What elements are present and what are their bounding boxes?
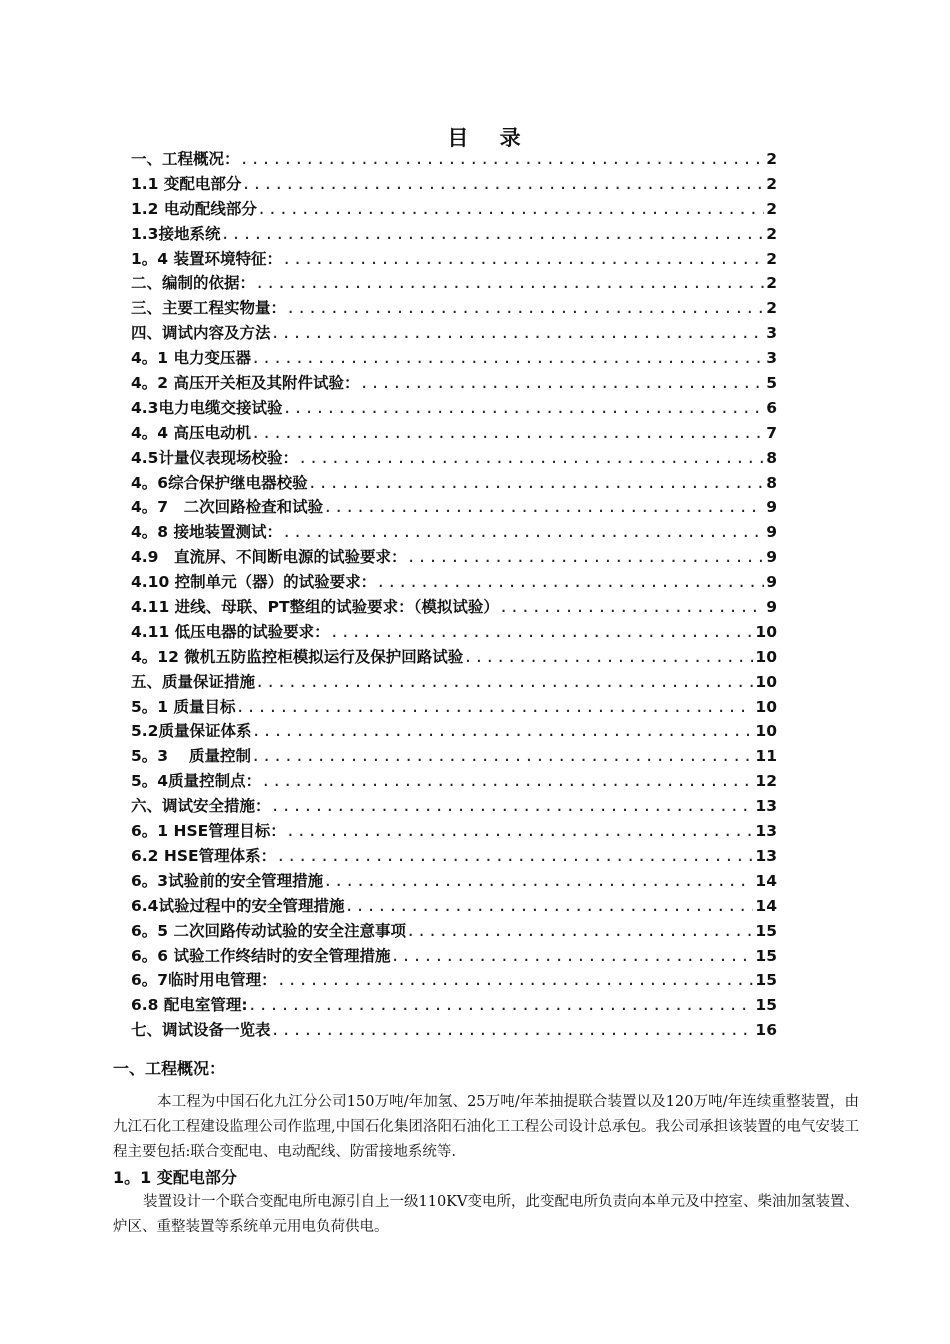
toc-leader-dots [323, 495, 764, 520]
toc-leader-dots [376, 570, 764, 595]
toc-entry[interactable] [131, 321, 777, 346]
toc-entry-page: 7 [766, 423, 777, 442]
toc-entry-title: 6.8 配电室管理: [131, 996, 248, 1015]
toc-entry[interactable] [131, 1018, 777, 1043]
toc-entry[interactable] [131, 147, 777, 172]
toc-entry-title: 4.11 低压电器的试验要求： [131, 622, 330, 641]
toc-leader-dots [271, 794, 754, 819]
toc-entry-title: 6。5 二次回路传动试验的安全注意事项 [131, 921, 406, 940]
toc-entry-title: 6。1 HSE管理目标： [131, 822, 286, 841]
toc-leader-dots [235, 695, 753, 720]
toc-leader-dots [282, 520, 764, 545]
toc-entry[interactable] [131, 645, 777, 670]
toc-entry-title: 一、工程概况： [131, 150, 240, 168]
toc-entry-title: 6。7临时用电管理： [131, 971, 277, 990]
toc-leader-dots [255, 670, 753, 695]
toc-entry[interactable] [131, 819, 777, 844]
toc-entry-page: 10 [755, 647, 777, 666]
toc-entry[interactable] [131, 595, 777, 620]
toc-entry-title: 1.2 电动配线部分 [131, 199, 257, 218]
toc-entry-title: 5。3 质量控制 [131, 747, 251, 766]
toc-entry[interactable] [131, 794, 777, 819]
toc-leader-dots [298, 446, 764, 471]
toc-entry-page: 2 [766, 299, 777, 318]
toc-leader-dots [499, 595, 764, 620]
toc-entry[interactable] [131, 296, 777, 321]
toc-entry-title: 4。8 接地装置测试： [131, 523, 282, 542]
toc-entry-title: 4。1 电力变压器 [131, 349, 251, 368]
toc-leader-dots [406, 919, 753, 944]
toc-leader-dots [276, 844, 753, 869]
toc-entry-page: 5 [766, 374, 777, 393]
toc-entry-title: 二、编制的依据： [131, 274, 256, 293]
toc-entry-page: 2 [766, 249, 777, 268]
toc-entry-title: 6.2 HSE管理体系： [131, 846, 277, 865]
toc-entry[interactable] [131, 545, 777, 570]
toc-entry-page: 16 [755, 1021, 777, 1040]
toc-entry[interactable] [131, 968, 777, 993]
toc-entry-page: 9 [766, 573, 777, 592]
toc-entry[interactable] [131, 346, 777, 371]
toc-entry-page: 3 [766, 349, 777, 368]
toc-leader-dots [463, 645, 753, 670]
toc-leader-dots [330, 620, 754, 645]
toc-leader-dots [282, 396, 764, 421]
toc-entry-title: 4。12 微机五防监控柜模拟运行及保护回路试验 [131, 647, 464, 666]
toc-entry-page: 11 [755, 747, 777, 766]
toc-entry[interactable] [131, 620, 777, 645]
toc-entry[interactable] [131, 446, 777, 471]
toc-leader-dots [286, 296, 764, 321]
toc-entry-page: 2 [766, 224, 777, 243]
toc-entry[interactable] [131, 919, 777, 944]
toc-entry-title: 4.3电力电缆交接试验 [131, 398, 283, 417]
toc-entry-title: 5.2质量保证体系 [131, 722, 252, 741]
toc-entry-page: 14 [755, 896, 777, 915]
toc-entry-title: 4。6综合保护继电器校验 [131, 473, 308, 492]
toc-entry[interactable] [131, 894, 777, 919]
toc-entry-title: 4.9 直流屏、不间断电源的试验要求： [131, 548, 407, 567]
toc-entry[interactable] [131, 744, 777, 769]
toc-entry[interactable] [131, 520, 777, 545]
table-of-contents [131, 147, 777, 1043]
toc-leader-dots [251, 346, 764, 371]
toc-entry[interactable] [131, 769, 777, 794]
toc-entry-title: 6。6 试验工作终结时的安全管理措施 [131, 946, 391, 965]
toc-entry-title: 5。4质量控制点： [131, 772, 262, 791]
toc-entry-title: 5。1 质量目标 [131, 697, 236, 716]
toc-leader-dots [359, 371, 764, 396]
toc-entry-title: 6.4试验过程中的安全管理措施 [131, 896, 345, 915]
toc-entry-page: 6 [766, 398, 777, 417]
toc-leader-dots [406, 545, 764, 570]
toc-entry-title: 七、调试设备一览表 [131, 1021, 271, 1040]
toc-entry[interactable] [131, 844, 777, 869]
toc-entry-page: 8 [766, 473, 777, 492]
toc-entry-page: 8 [766, 448, 777, 467]
toc-leader-dots [220, 222, 764, 247]
toc-entry-page: 9 [766, 498, 777, 517]
toc-entry[interactable] [131, 570, 777, 595]
toc-entry-page: 13 [755, 797, 777, 816]
toc-entry-page: 15 [755, 971, 777, 990]
toc-entry[interactable] [131, 172, 777, 197]
toc-entry-title: 六、调试安全措施： [131, 797, 271, 816]
toc-entry-page: 10 [755, 722, 777, 741]
toc-title: 目 录 [447, 126, 533, 150]
toc-leader-dots [257, 197, 764, 222]
toc-entry-title: 4。2 高压开关柜及其附件试验： [131, 374, 360, 393]
toc-leader-dots [261, 769, 753, 794]
toc-entry-title: 五、质量保证措施 [131, 672, 256, 691]
toc-leader-dots [390, 944, 753, 969]
toc-entry[interactable] [131, 371, 777, 396]
toc-leader-dots [286, 819, 754, 844]
toc-entry-page: 2 [766, 174, 777, 193]
toc-leader-dots [251, 719, 753, 744]
section-heading: 一、工程概况： [113, 1059, 226, 1078]
toc-entry-page: 2 [766, 199, 777, 218]
toc-entry-page: 2 [766, 150, 777, 168]
toc-entry-title: 1.3接地系统 [131, 224, 221, 243]
toc-leader-dots [277, 968, 754, 993]
toc-entry[interactable] [131, 670, 777, 695]
toc-entry[interactable] [131, 271, 777, 296]
toc-leader-dots [241, 172, 764, 197]
toc-entry-page: 10 [755, 672, 777, 691]
toc-leader-dots [240, 147, 765, 172]
toc-entry[interactable] [131, 396, 777, 421]
toc-entry[interactable] [131, 869, 777, 894]
toc-entry[interactable] [131, 421, 777, 446]
toc-entry-page: 10 [755, 697, 777, 716]
toc-entry[interactable] [131, 471, 777, 496]
toc-entry-title: 四、调试内容及方法 [131, 324, 271, 343]
toc-entry-page: 15 [755, 921, 777, 940]
toc-entry-page: 14 [755, 871, 777, 890]
toc-entry-title: 三、主要工程实物量： [131, 299, 287, 318]
toc-entry-page: 12 [755, 772, 777, 791]
toc-leader-dots [271, 321, 765, 346]
toc-entry-title: 4。4 高压电动机 [131, 423, 251, 442]
toc-leader-dots [248, 993, 754, 1018]
toc-leader-dots [308, 471, 765, 496]
toc-entry-page: 9 [766, 598, 777, 617]
toc-leader-dots [251, 421, 764, 446]
toc-entry[interactable] [131, 993, 777, 1018]
toc-entry-page: 15 [755, 996, 777, 1015]
toc-entry[interactable] [131, 222, 777, 247]
toc-leader-dots [271, 1018, 754, 1043]
subsection-paragraph: 装置设计一个联合变配电所电源引自上一级110KV变电所，此变配电所负责向本单元及中控室、柴油加氢装置、炉区、重整装置等系统单元用电负荷供电。 [113, 1194, 859, 1235]
toc-entry-page: 9 [766, 523, 777, 542]
toc-leader-dots [282, 247, 764, 272]
subsection-heading: 1。1 变配电部分 [113, 1168, 237, 1187]
toc-entry-page: 13 [755, 846, 777, 865]
toc-entry-title: 4.5计量仪表现场校验： [131, 448, 298, 467]
toc-entry-title: 4.11 进线、母联、PT整组的试验要求：（模拟试验） [131, 598, 499, 617]
toc-entry-page: 2 [766, 274, 777, 293]
toc-entry[interactable] [131, 695, 777, 720]
toc-entry[interactable] [131, 719, 777, 744]
toc-entry[interactable] [131, 247, 777, 272]
toc-entry-title: 4.10 控制单元（器）的试验要求： [131, 573, 377, 592]
toc-entry-title: 6。3试验前的安全管理措施 [131, 871, 324, 890]
toc-entry-title: 1.1 变配电部分 [131, 174, 242, 193]
toc-entry[interactable] [131, 197, 777, 222]
toc-leader-dots [255, 271, 764, 296]
toc-leader-dots [344, 894, 753, 919]
toc-entry-page: 3 [766, 324, 777, 343]
section-paragraph: 本工程为中国石化九江分公司150万吨/年加氢、25万吨/年苯抽提联合装置以及120万吨/年连续重整装置，由九江石化工程建设监理公司作监理,中国石化集团洛阳石油化工工程公司设计总承包。我公司承担该装置的电气安装工程主要包括:联合变配电、电动配线、防雷接地系统等. [113, 1094, 859, 1160]
toc-entry-page: 9 [766, 548, 777, 567]
toc-entry[interactable] [131, 944, 777, 969]
toc-entry-page: 13 [755, 822, 777, 841]
toc-entry-page: 10 [755, 622, 777, 641]
toc-leader-dots [323, 869, 753, 894]
toc-leader-dots [251, 744, 753, 769]
toc-entry-title: 4。7 二次回路检查和试验 [131, 498, 324, 517]
toc-entry[interactable] [131, 495, 777, 520]
toc-entry-page: 15 [755, 946, 777, 965]
toc-entry-title: 1。4 装置环境特征： [131, 249, 282, 268]
